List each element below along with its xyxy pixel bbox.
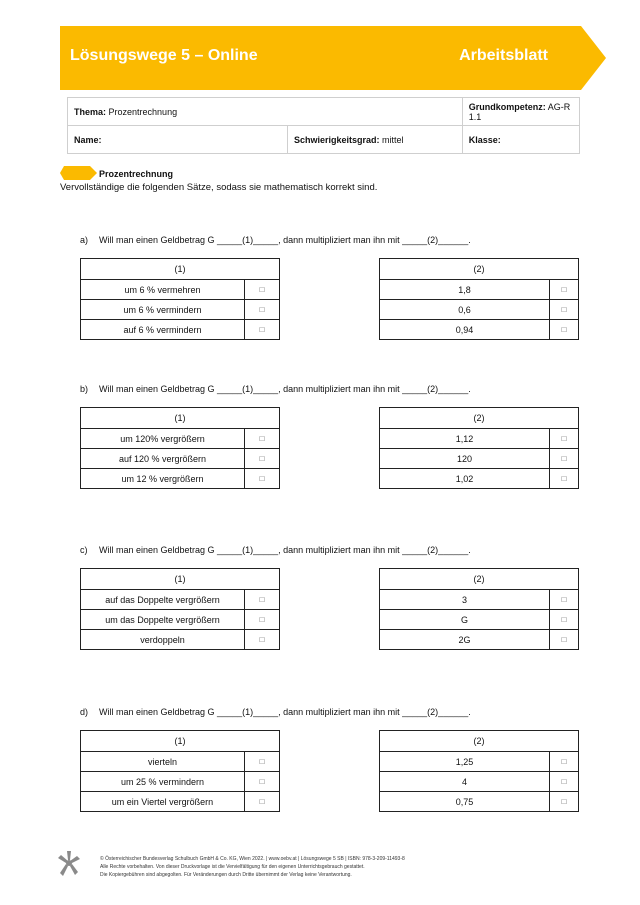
option-checkbox[interactable]: □ bbox=[245, 429, 280, 449]
question-letter: a) bbox=[80, 235, 89, 245]
option-checkbox[interactable]: □ bbox=[245, 280, 280, 300]
section-intro: Vervollständige die folgenden Sätze, sodass sie mathematisch korrekt sind. bbox=[60, 182, 378, 193]
option-label: um ein Viertel vergrößern bbox=[81, 792, 245, 812]
footer-line: © Österreichischer Bundesverlag Schulbuch GmbH & Co. KG, Wien 2022. | www.oebv.at | Lösungswege 5 SB | ISBN: 978-3-209-11493-8 bbox=[100, 856, 405, 862]
option-checkbox[interactable]: □ bbox=[245, 469, 280, 489]
column-header: (1) bbox=[81, 569, 280, 590]
option-label: 120 bbox=[380, 449, 550, 469]
klasse-cell[interactable] bbox=[462, 126, 579, 154]
section-tag-arrow bbox=[60, 166, 98, 180]
column-header: (1) bbox=[81, 408, 280, 429]
column-header: (2) bbox=[380, 259, 579, 280]
option-label: um 120% vergrößern bbox=[81, 429, 245, 449]
option-checkbox[interactable]: □ bbox=[245, 772, 280, 792]
option-label: um 12 % vergrößern bbox=[81, 469, 245, 489]
publisher-logo-icon bbox=[58, 851, 80, 877]
option-checkbox[interactable]: □ bbox=[550, 752, 579, 772]
option-label: vierteln bbox=[81, 752, 245, 772]
question-c bbox=[80, 545, 471, 555]
kompetenz-cell bbox=[462, 98, 579, 126]
option-checkbox[interactable]: □ bbox=[245, 300, 280, 320]
option-label: um 25 % vermindern bbox=[81, 772, 245, 792]
option-checkbox[interactable]: □ bbox=[550, 590, 579, 610]
option-label: auf 120 % vergrößern bbox=[81, 449, 245, 469]
option-label: 0,94 bbox=[380, 320, 550, 340]
question-a bbox=[80, 235, 471, 245]
options-table-1-b bbox=[80, 407, 280, 489]
option-checkbox[interactable]: □ bbox=[550, 469, 579, 489]
footer-line: Alle Rechte vorbehalten. Von dieser Druckvorlage ist die Vervielfältigung für den eigenen Unterrichtsgebrauch gestattet. bbox=[100, 864, 365, 870]
banner-title: Lösungswege 5 – Online bbox=[70, 47, 258, 64]
options-table-1-c bbox=[80, 568, 280, 650]
question-letter: b) bbox=[80, 384, 89, 394]
column-header: (1) bbox=[81, 731, 280, 752]
option-checkbox[interactable]: □ bbox=[245, 752, 280, 772]
option-label: um das Doppelte vergrößern bbox=[81, 610, 245, 630]
option-checkbox[interactable]: □ bbox=[550, 792, 579, 812]
klasse-label: Klasse: bbox=[468, 134, 501, 145]
option-label: um 6 % vermindern bbox=[81, 300, 245, 320]
question-text: Will man einen Geldbetrag G _____(1)_____, dann multipliziert man ihn mit _____(2)______. bbox=[99, 235, 471, 245]
option-checkbox[interactable]: □ bbox=[550, 772, 579, 792]
section-tag-label: Prozentrechnung bbox=[99, 169, 174, 179]
option-label: 3 bbox=[380, 590, 550, 610]
name-cell[interactable] bbox=[68, 126, 288, 154]
column-header: (2) bbox=[380, 569, 579, 590]
option-checkbox[interactable]: □ bbox=[245, 320, 280, 340]
column-header: (1) bbox=[81, 259, 280, 280]
schwierigkeit-value: mittel bbox=[382, 134, 404, 145]
question-text: Will man einen Geldbetrag G _____(1)_____, dann multipliziert man ihn mit _____(2)______. bbox=[99, 545, 471, 555]
option-checkbox[interactable]: □ bbox=[245, 610, 280, 630]
option-label: auf 6 % vermindern bbox=[81, 320, 245, 340]
option-checkbox[interactable]: □ bbox=[550, 300, 579, 320]
option-checkbox[interactable]: □ bbox=[550, 610, 579, 630]
schwierigkeit-cell bbox=[288, 126, 463, 154]
options-table-2-a bbox=[379, 258, 579, 340]
question-text: Will man einen Geldbetrag G _____(1)_____, dann multipliziert man ihn mit _____(2)______. bbox=[99, 384, 471, 394]
option-checkbox[interactable]: □ bbox=[550, 429, 579, 449]
info-table bbox=[67, 97, 580, 154]
option-label: 1,8 bbox=[380, 280, 550, 300]
option-checkbox[interactable]: □ bbox=[550, 449, 579, 469]
kompetenz-value: AG-R 1.1 bbox=[468, 101, 571, 122]
options-table-2-d bbox=[379, 730, 579, 812]
question-d bbox=[80, 707, 471, 717]
option-label: 1,02 bbox=[380, 469, 550, 489]
options-table-2-c bbox=[379, 568, 579, 650]
thema-value: Prozentrechnung bbox=[108, 106, 178, 117]
option-label: 0,6 bbox=[380, 300, 550, 320]
kompetenz-label: Grundkompetenz: bbox=[468, 101, 546, 112]
footer-line: Die Kopiergebühren sind abgegolten. Für Veränderungen durch Dritte übernimmt der Verlag keine Verantwortung. bbox=[100, 872, 352, 878]
question-letter: d) bbox=[80, 707, 89, 717]
option-checkbox[interactable]: □ bbox=[245, 792, 280, 812]
name-label: Name: bbox=[74, 134, 102, 145]
question-text: Will man einen Geldbetrag G _____(1)_____, dann multipliziert man ihn mit _____(2)______. bbox=[99, 707, 471, 717]
column-header: (2) bbox=[380, 731, 579, 752]
option-label: 4 bbox=[380, 772, 550, 792]
option-label: 1,12 bbox=[380, 429, 550, 449]
option-checkbox[interactable]: □ bbox=[245, 449, 280, 469]
option-label: um 6 % vermehren bbox=[81, 280, 245, 300]
thema-label: Thema: bbox=[74, 106, 107, 117]
footer-legal bbox=[100, 855, 405, 879]
option-label: 1,25 bbox=[380, 752, 550, 772]
options-table-1-d bbox=[80, 730, 280, 812]
option-label: 2G bbox=[380, 630, 550, 650]
options-table-1-a bbox=[80, 258, 280, 340]
question-b bbox=[80, 384, 471, 394]
question-letter: c) bbox=[80, 545, 88, 555]
options-table-2-b bbox=[379, 407, 579, 489]
option-label: G bbox=[380, 610, 550, 630]
option-checkbox[interactable]: □ bbox=[245, 590, 280, 610]
option-checkbox[interactable]: □ bbox=[550, 320, 579, 340]
banner-doc-type: Arbeitsblatt bbox=[459, 47, 548, 64]
column-header: (2) bbox=[380, 408, 579, 429]
option-label: verdoppeln bbox=[81, 630, 245, 650]
option-label: auf das Doppelte vergrößern bbox=[81, 590, 245, 610]
schwierigkeit-label: Schwierigkeitsgrad: bbox=[294, 134, 380, 145]
option-checkbox[interactable]: □ bbox=[245, 630, 280, 650]
thema-cell bbox=[68, 98, 463, 126]
option-checkbox[interactable]: □ bbox=[550, 630, 579, 650]
header-banner bbox=[60, 26, 606, 90]
option-checkbox[interactable]: □ bbox=[550, 280, 579, 300]
option-label: 0,75 bbox=[380, 792, 550, 812]
